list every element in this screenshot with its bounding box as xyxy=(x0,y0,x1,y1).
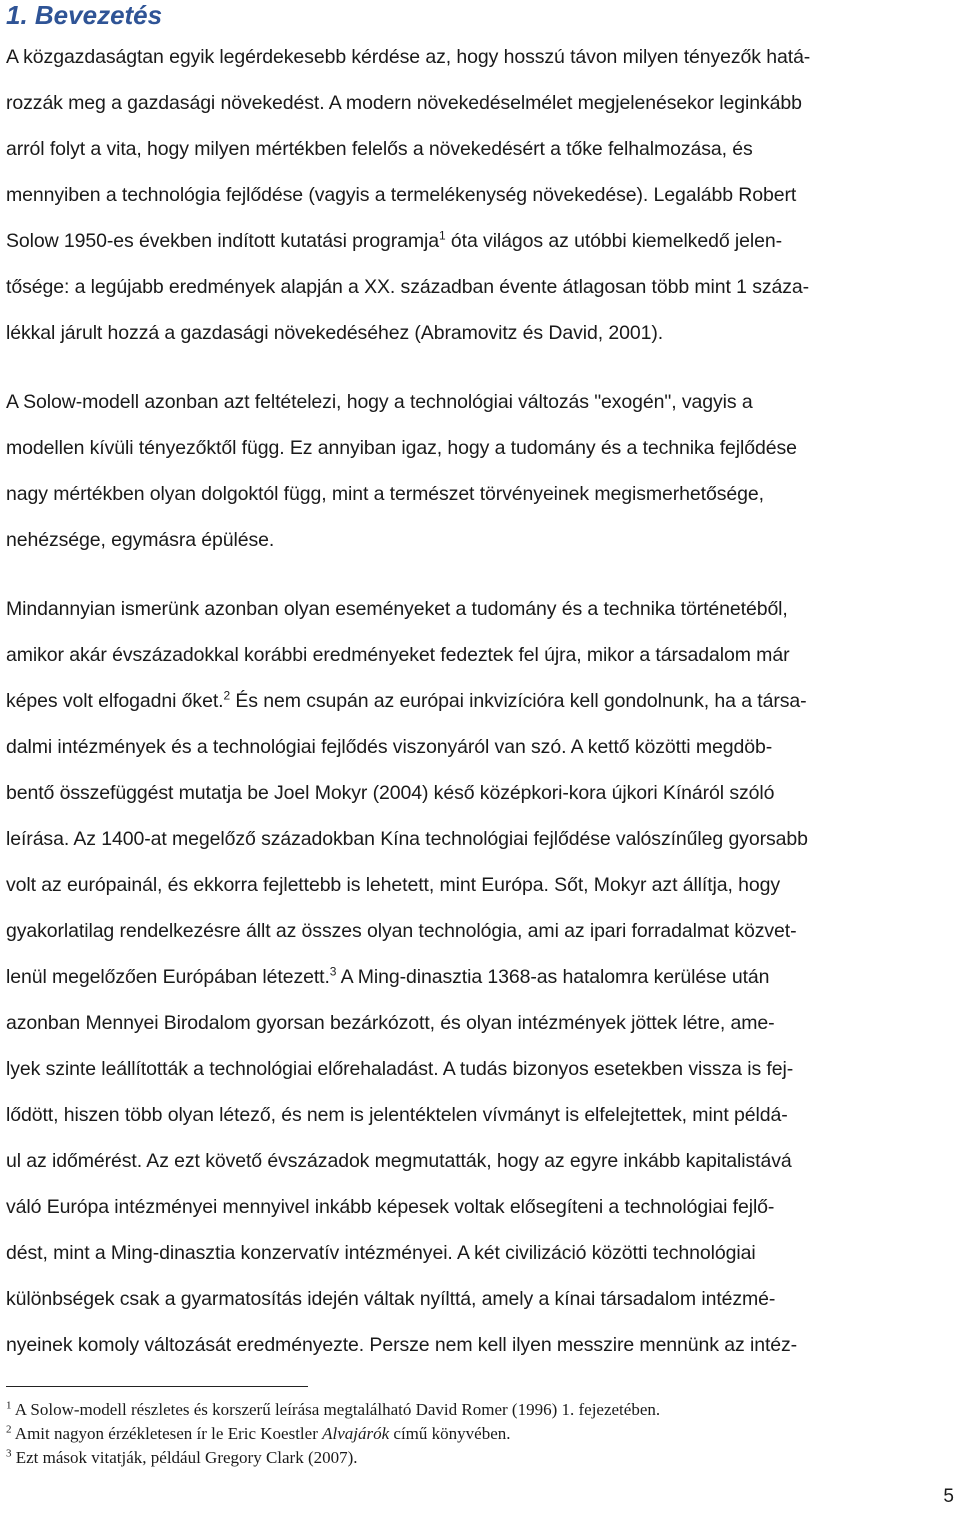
text-line xyxy=(6,218,956,264)
text-line: nyeinek komoly változását eredményezte. Persze nem kell ilyen messzire mennünk az intéz- xyxy=(6,1334,798,1356)
text-line: lődött, hiszen több olyan létező, és nem is jelentéktelen vívmányt is elfelejtettek, mint példá- xyxy=(6,1104,788,1126)
text-line: különbségek csak a gyarmatosítás idején váltak nyílttá, amely a kínai társadalom intézmé- xyxy=(6,1288,776,1310)
text-line: lékkal járult hozzá a gazdasági növekedéséhez (Abramovitz és David, 2001). xyxy=(6,322,664,344)
text-run: A Ming-dinasztia 1368-as hatalomra kerülése után xyxy=(336,966,770,988)
text-run: képes volt elfogadni őket. xyxy=(6,690,224,712)
footnote-number: 1 xyxy=(6,1399,12,1412)
footnote-1 xyxy=(6,1398,946,1422)
section-heading: 1. Bevezetés xyxy=(6,0,163,30)
page-number: 5 xyxy=(943,1486,954,1507)
text-run: Solow 1950-es években indított kutatási programja xyxy=(6,230,440,252)
text-run: És nem csupán az európai inkvizícióra kell gondolnunk, ha a társa- xyxy=(230,690,807,712)
text-line: tősége: a legújabb eredmények alapján a XX. században évente átlagosan több mint 1 száza- xyxy=(6,276,810,298)
paragraph-3 xyxy=(6,586,956,1368)
text-line: A Solow-modell azonban azt feltételezi, hogy a technológiai változás "exogén", vagyis a xyxy=(6,391,753,413)
footnote-3 xyxy=(6,1446,946,1470)
text-line: dést, mint a Ming-dinasztia konzervatív intézményei. A két civilizáció közötti technológiai xyxy=(6,1242,756,1264)
footnote-ref-1[interactable]: 1 xyxy=(439,228,446,243)
footnote-text: Amit nagyon érzékletesen ír le Eric Koestler xyxy=(11,1424,323,1443)
footnote-ref-3[interactable]: 3 xyxy=(329,964,337,979)
text-line: lyek szinte leállították a technológiai előrehaladást. A tudás bizonyos esetekben vissza is fej- xyxy=(6,1058,794,1080)
document-page xyxy=(6,0,956,1368)
footnote-number: 3 xyxy=(6,1447,12,1460)
footnote-number: 2 xyxy=(6,1423,12,1436)
text-line: volt az európainál, és ekkorra fejlettebb is lehetett, mint Európa. Sőt, Mokyr azt állítja, hogy xyxy=(6,874,781,896)
text-line: modellen kívüli tényezőktől függ. Ez annyiban igaz, hogy a tudomány és a technika fejlődése xyxy=(6,437,797,459)
text-line xyxy=(6,678,956,724)
footnote-text: című könyvében. xyxy=(389,1424,511,1443)
text-line xyxy=(6,954,956,1000)
text-line: rozzák meg a gazdasági növekedést. A modern növekedéselmélet megjelenésekor leginkább xyxy=(6,92,802,114)
text-line: azonban Mennyei Birodalom gyorsan bezárkózott, és olyan intézmények jöttek létre, ame- xyxy=(6,1012,775,1034)
text-line: ul az időmérést. Az ezt követő évszázadok megmutatták, hogy az egyre inkább kapitalistává xyxy=(6,1150,792,1172)
footnote-2 xyxy=(6,1422,946,1446)
text-line: leírása. Az 1400-at megelőző századokban Kína technológiai fejlődése valószínűleg gyorsabb xyxy=(6,828,808,850)
text-line: arról folyt a vita, hogy milyen mértékben felelős a növekedésért a tőke felhalmozása, és xyxy=(6,138,753,160)
text-line: Mindannyian ismerünk azonban olyan eseményeket a tudomány és a technika történetéből, xyxy=(6,598,788,620)
text-line: A közgazdaságtan egyik legérdekesebb kérdése az, hogy hosszú távon milyen tényezők hatá- xyxy=(6,46,811,68)
paragraph-1 xyxy=(6,34,956,356)
text-line: bentő összefüggést mutatja be Joel Mokyr (2004) késő középkori-kora újkori Kínáról szóló xyxy=(6,782,775,804)
text-line: amikor akár évszázadokkal korábbi eredményeket fedeztek fel újra, mikor a társadalom már xyxy=(6,644,790,666)
text-line: dalmi intézmények és a technológiai fejlődés viszonyáról van szó. A kettő közötti megdöb- xyxy=(6,736,773,758)
footnotes xyxy=(6,1398,946,1470)
text-line: nehézsége, egymásra épülése. xyxy=(6,529,275,551)
text-line: gyakorlatilag rendelkezésre állt az összes olyan technológia, ami az ipari forradalmat közvet- xyxy=(6,920,797,942)
text-line: váló Európa intézményei mennyivel inkább képesek voltak elősegíteni a technológiai fejlő- xyxy=(6,1196,775,1218)
paragraph-2 xyxy=(6,379,956,563)
footnote-text: Ezt mások vitatják, például Gregory Clark (2007). xyxy=(11,1448,358,1467)
text-run: óta világos az utóbbi kiemelkedő jelen- xyxy=(445,230,782,252)
footnote-separator xyxy=(6,1386,308,1387)
book-title: Alvajárók xyxy=(322,1424,390,1443)
text-line: nagy mértékben olyan dolgoktól függ, mint a természet törvényeinek megismerhetősége, xyxy=(6,483,764,505)
text-line: mennyiben a technológia fejlődése (vagyis a termelékenység növekedése). Legalább Robert xyxy=(6,184,797,206)
footnote-text: A Solow-modell részletes és korszerű leírása megtalálható David Romer (1996) 1. fejezetében. xyxy=(11,1400,661,1419)
footnote-ref-2[interactable]: 2 xyxy=(223,688,231,703)
text-run: lenül megelőzően Európában létezett. xyxy=(6,966,330,988)
